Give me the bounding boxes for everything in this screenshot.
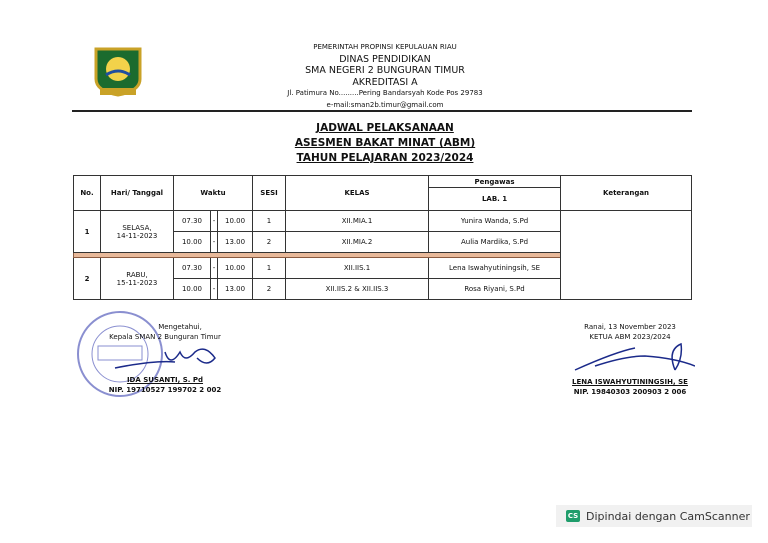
address: Jl. Patimura No.........Pering Bandarsyah Kode Pos 29783 [287,89,483,97]
class: XII.MIA.1 [286,211,429,232]
time-sep: - [211,211,218,232]
school-name: SMA NEGERI 2 BUNGURAN TIMUR [305,65,465,76]
start-time: 07.30 [174,211,211,232]
signer-title: KETUA ABM 2023/2024 [589,333,671,341]
time-sep: - [211,232,218,253]
header-session: SESI [253,176,286,211]
signer-name: IDA SUSANTI, S. Pd [126,376,204,384]
signer-name: LENA ISWAHYUTININGSIH, SE [572,378,688,386]
end-time: 10.00 [218,211,253,232]
proctor: Rosa Riyani, S.Pd [429,279,561,300]
day-date: SELASA, 14-11-2023 [101,211,174,253]
header-proctor: Pengawas [429,176,561,188]
watermark-text: Dipindai dengan CamScanner [586,509,750,523]
place-date: Ranai, 13 November 2023 [584,323,676,331]
signer-nip: NIP. 19710527 199702 2 002 [108,386,222,394]
start-time: 07.30 [174,258,211,279]
end-time: 13.00 [218,279,253,300]
dept-name: DINAS PENDIDIKAN [339,53,431,65]
document-title [250,121,520,166]
schedule-table [73,175,692,300]
session: 2 [253,232,286,253]
notes-cell [561,211,692,300]
end-time: 10.00 [218,258,253,279]
signature [565,342,695,374]
header-lab: LAB. 1 [429,188,561,211]
session: 1 [253,258,286,279]
time-sep: - [211,279,218,300]
signer-title: Kepala SMAN 2 Bunguran Timur [109,333,221,341]
acknowledged-label: Mengetahui, [158,323,202,331]
letterhead [250,42,520,111]
time-sep: - [211,258,218,279]
end-time: 13.00 [218,232,253,253]
session: 2 [253,279,286,300]
header-no: No. [74,176,101,211]
day-date: RABU, 15-11-2023 [101,258,174,300]
gov-name: PEMERINTAH PROPINSI KEPULAUAN RIAU [313,43,457,51]
title-line-1: JADWAL PELAKSANAAN [316,122,454,134]
header-notes: Keterangan [561,176,692,211]
right-signature-block [560,322,700,397]
proctor: Lena Iswahyutiningsih, SE [429,258,561,279]
class: XII.MIA.2 [286,232,429,253]
proctor: Yunira Wanda, S.Pd [429,211,561,232]
signer-nip: NIP. 19840303 200903 2 006 [573,388,687,396]
table-row [74,211,692,232]
left-signature-block [100,322,230,395]
header-day: Hari/ Tanggal [101,176,174,211]
school-logo [92,45,144,97]
email: e-mail:sman2b.timur@gmail.com [326,100,444,109]
header-rule [72,110,692,112]
title-line-2: ASESMEN BAKAT MINAT (ABM) [294,137,476,149]
signature [105,342,225,372]
day-no: 1 [74,211,101,253]
day-no: 2 [74,258,101,300]
camscanner-icon: CS [567,512,579,520]
header-class: KELAS [286,176,429,211]
camscanner-watermark [556,505,752,527]
header-time: Waktu [174,176,253,211]
class: XII.IIS.2 & XII.IIS.3 [286,279,429,300]
session: 1 [253,211,286,232]
proctor: Aulia Mardika, S.Pd [429,232,561,253]
start-time: 10.00 [174,232,211,253]
accreditation: AKREDITASI A [352,76,418,88]
start-time: 10.00 [174,279,211,300]
class: XII.IIS.1 [286,258,429,279]
title-line-3: TAHUN PELAJARAN 2023/2024 [296,152,474,164]
